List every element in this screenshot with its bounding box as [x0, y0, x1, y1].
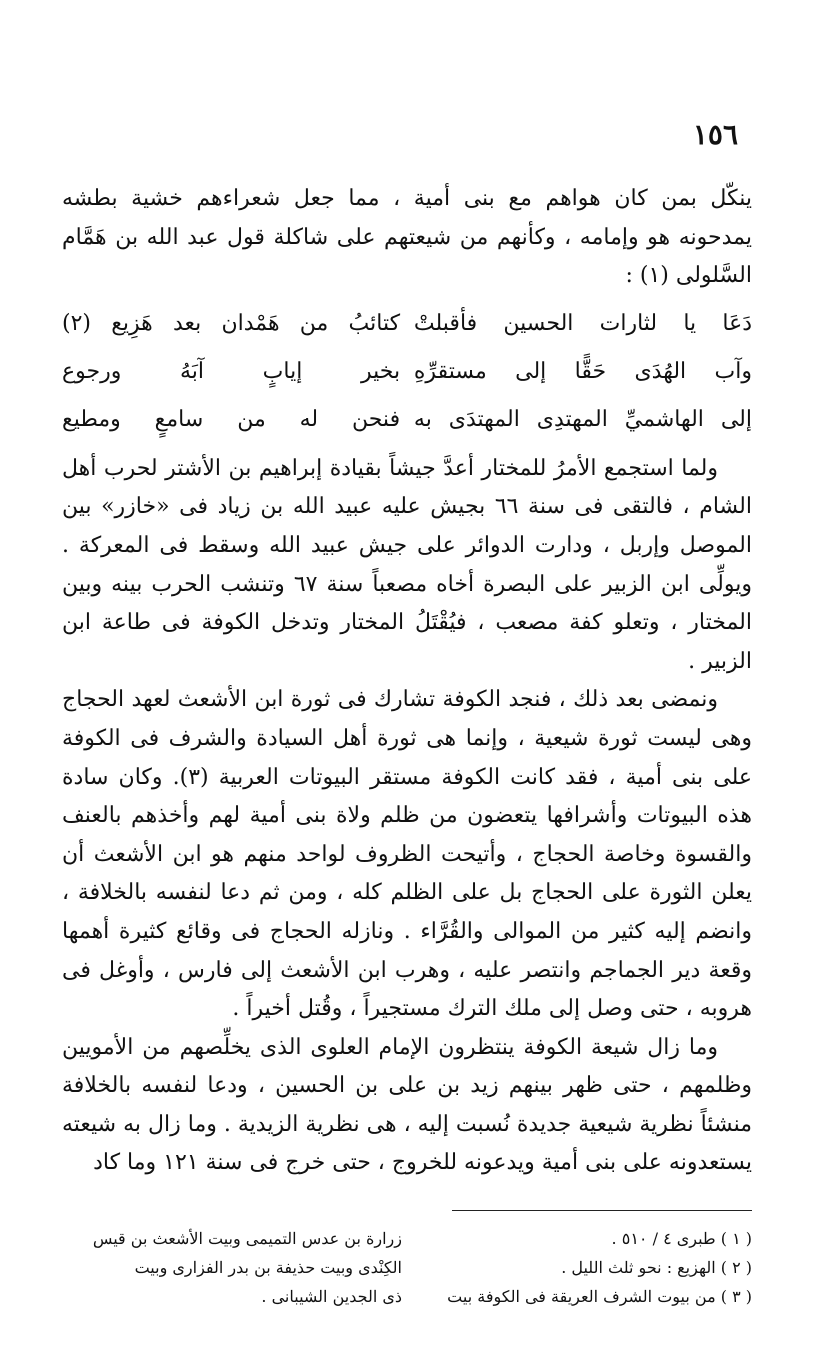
paragraph-1: ينكّل بمن كان هواهم مع بنى أمية ، مما جعل شعراءهم خشية بطشه يمدحونه هو وإمامه ، وكأنهم من شيعتهم على شاكلة قول عبد الله بن هَمَّام السَّلولى (١) : — [62, 186, 752, 289]
verse-2-first-hemistich: وآب الهُدَى حَقًّا إلى مستقرِّهِ — [413, 358, 752, 384]
footnote-divider — [452, 1210, 752, 1211]
paragraph-2: ولما استجمع الأمرُ للمختار أعدَّ جيشاً بقيادة إبراهيم بن الأشتر لحرب أهل الشام ، فالتقى فى سنة ٦٦ بجيش عليه عبيد الله بن زياد فى «خازر» بين الموصل وإربل ، ودارت الدوائر على جيش عبيد الله وسقط فى المعركة . ويولِّى ابن الزبير على البصرة أخاه مصعباً سنة ٦٧ وتنشب الحرب بينه وبين المختار ، وتعلو كفة مصعب ، فيُقْتَلُ المختار وتدخل الكوفة فى طاعة ابن الزبير . — [62, 455, 752, 674]
verse-3-second-hemistich: فنحن له من سامعٍ ومطيع — [62, 406, 401, 432]
verse-2 — [62, 348, 752, 396]
paragraph-4: وما زال شيعة الكوفة ينتظرون الإمام العلوى الذى يخلِّصهم من الأمويين وظلمهم ، حتى ظهر بينهم زيد بن على بن الحسين ، ودعا لنفسه بالخلافة منشئاً نظرية شيعية جديدة نُسبت إليه ، هى نظرية الزيدية . وما زال به شيعته يستعدونه على بنى أمية ويدعونه للخروج ، حتى خرج فى سنة ١٢١ وما كاد — [62, 1034, 752, 1176]
footnote-2: ( ٢ ) الهزيع : نحو ثلث الليل . — [561, 1258, 752, 1277]
footnote-3: ( ٣ ) من بيوت الشرف العريقة فى الكوفة بيت — [447, 1287, 752, 1306]
verse-3 — [62, 396, 752, 444]
poem — [62, 300, 752, 444]
footnotes-left-column — [62, 1224, 402, 1311]
footnote-3-continued-2: الكِنْدى وبيت حذيفة بن بدر الفزارى وبيت — [134, 1258, 402, 1277]
book-page — [62, 118, 752, 1318]
verse-1 — [62, 300, 752, 348]
paragraph-3: ونمضى بعد ذلك ، فنجد الكوفة تشارك فى ثورة ابن الأشعث لعهد الحجاج وهى ليست ثورة شيعية ، وإنما هى ثورة أهل السيادة والشرف فى الكوفة على بنى أمية ، فقد كانت الكوفة مستقر البيوتات العربية (٣). وكان سادة هذه البيوتات وأشرافها يتعضون من ظلم ولاة بنى أمية لهم وأخذهم بالعنف والقسوة وخاصة الحجاج ، وأتيحت الظروف لواحد منهم هو ابن الأشعث أن يعلن الثورة على الحجاج بل على الظلم كله ، ومن ثم دعا لنفسه بالخلافة ، وانضم إليه كثير من الموالى والقُرَّاء . ونازله الحجاج فى وقائع كثيرة أهمها وقعة دير الجماجم وانتصر عليه ، وهرب ابن الأشعث إلى فارس ، وأوغل فى هروبه ، حتى وصل إلى ملك الترك مستجيراً ، وقُتل أخيراً . — [62, 687, 752, 1022]
footnotes — [62, 1224, 752, 1311]
verse-2-second-hemistich: بخير إيابٍ آبَهُ ورجوع — [62, 358, 401, 384]
verse-3-first-hemistich: إلى الهاشميِّ المهتدِى المهتدَى به — [413, 406, 752, 432]
footnote-1: ( ١ ) طبرى ٤ / ٥١٠ . — [611, 1229, 752, 1248]
page-number: ١٥٦ — [692, 118, 738, 151]
verse-1-first-hemistich: دَعَا يا لثارات الحسين فأقبلتْ — [413, 310, 752, 336]
footnotes-right-column — [432, 1224, 752, 1311]
verse-1-second-hemistich: كتائبُ من هَمْدان بعد هَزِيع (٢) — [62, 310, 401, 336]
main-text — [62, 180, 752, 1183]
footnote-3-continued-1: زرارة بن عدس التميمى وبيت الأشعث بن قيس — [92, 1229, 402, 1248]
footnote-3-continued-3: ذى الجدين الشيبانى . — [261, 1287, 402, 1306]
